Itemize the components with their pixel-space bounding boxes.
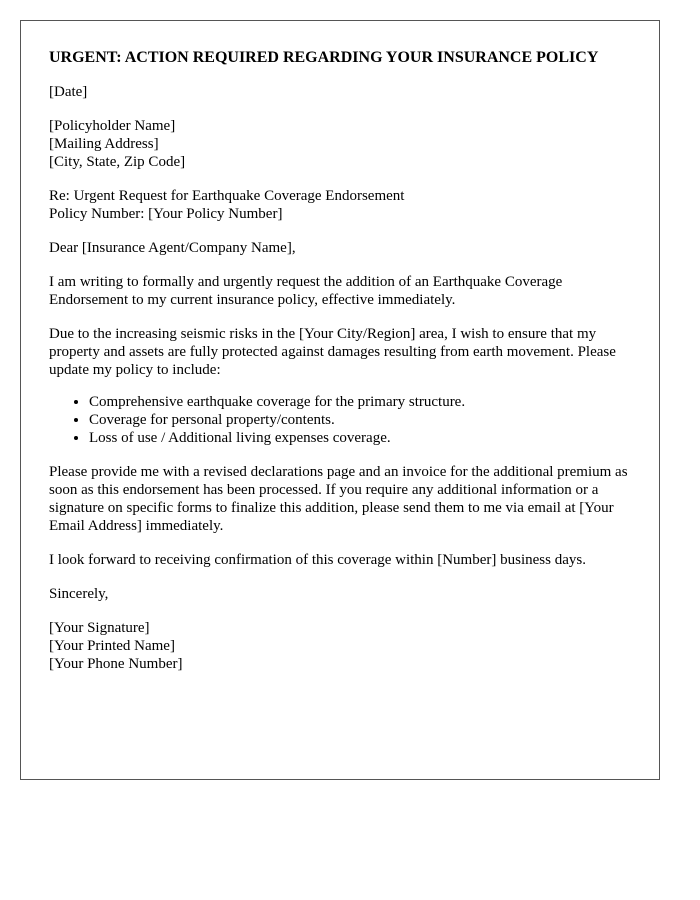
reference-subject: Re: Urgent Request for Earthquake Coverage Endorsement [49, 188, 405, 204]
recipient-address: [Mailing Address] [49, 136, 159, 152]
reference-block [49, 187, 631, 223]
coverage-list [49, 393, 631, 447]
list-item: • Loss of use / Additional living expenses coverage. [89, 429, 631, 447]
salutation: Dear [Insurance Agent/Company Name], [49, 240, 296, 256]
closing: Sincerely, [49, 586, 109, 602]
paragraph-reason: Due to the increasing seismic risks in the [Your City/Region] area, I wish to ensure that my property and assets are fully protected against damages resulting from earth movement. Please update my policy to include: [49, 326, 616, 378]
recipient-block [49, 117, 631, 171]
paragraph-request: I am writing to formally and urgently request the addition of an Earthquake Coverage Endorsement to my current insurance policy, effective immediately. [49, 274, 563, 308]
signature-placeholder: [Your Signature] [49, 620, 150, 636]
recipient-name: [Policyholder Name] [49, 118, 176, 134]
recipient-city-state-zip: [City, State, Zip Code] [49, 154, 186, 170]
list-item: • Coverage for personal property/contents. [89, 411, 631, 429]
list-item: • Comprehensive earthquake coverage for the primary structure. [89, 393, 631, 411]
phone-number: [Your Phone Number] [49, 656, 183, 672]
policy-number: Policy Number: [Your Policy Number] [49, 206, 283, 222]
paragraph-confirmation: I look forward to receiving confirmation of this coverage within [Number] business days. [49, 552, 586, 568]
letter-page [20, 20, 660, 780]
paragraph-documents: Please provide me with a revised declarations page and an invoice for the additional premium as soon as this endorsement has been processed. If you require any additional information or a signature on specific forms to finalize this addition, please send them to me via email at [Your Email Address] immediately. [49, 464, 628, 534]
signature-block [49, 619, 631, 673]
printed-name: [Your Printed Name] [49, 638, 175, 654]
letter-date: [Date] [49, 84, 88, 100]
letter-title: URGENT: ACTION REQUIRED REGARDING YOUR INSURANCE POLICY [49, 49, 599, 66]
